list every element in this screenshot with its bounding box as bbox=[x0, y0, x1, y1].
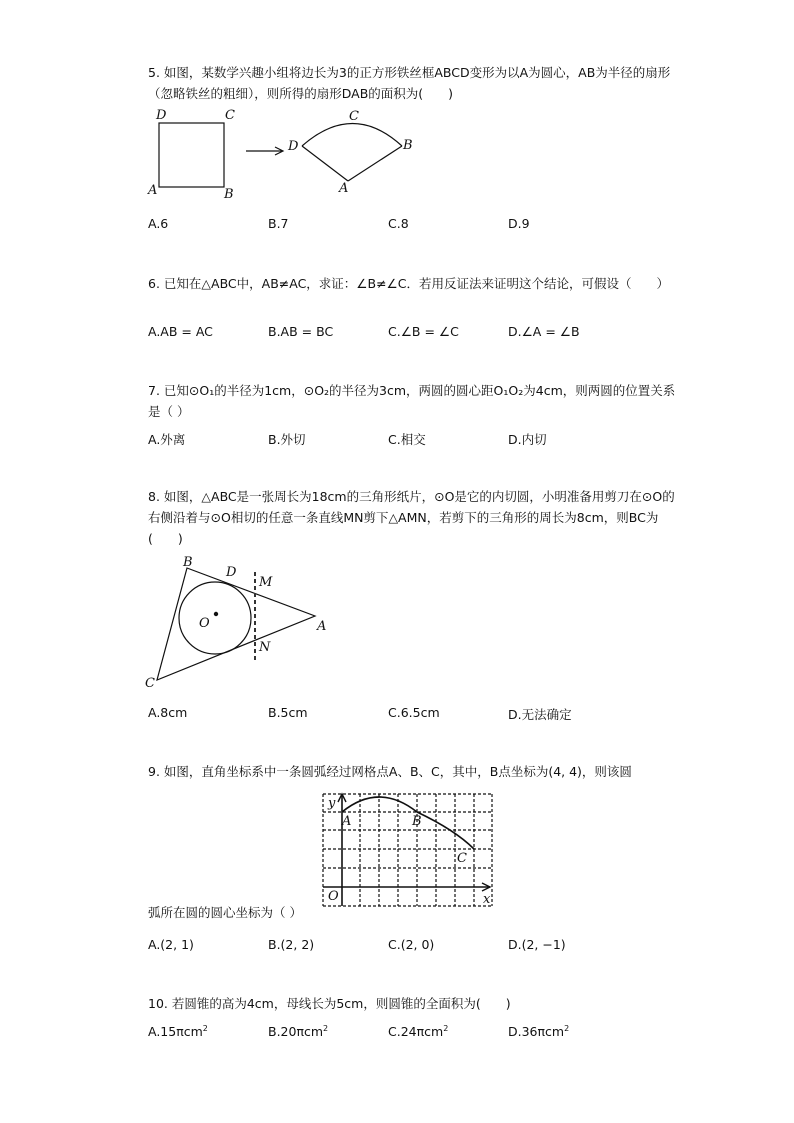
svg-text:C: C bbox=[457, 851, 467, 866]
svg-text:M: M bbox=[259, 575, 273, 590]
option-d[interactable]: D.∠A = ∠B bbox=[508, 324, 580, 339]
option-b[interactable]: B.AB = BC bbox=[268, 324, 334, 339]
option-b[interactable]: B.7 bbox=[268, 216, 289, 231]
svg-text:A: A bbox=[339, 181, 349, 196]
question-9-text-continued: 弧所在圆的圆心坐标为（ ） bbox=[148, 905, 302, 920]
q5-arrow bbox=[244, 145, 289, 157]
option-d[interactable]: D.9 bbox=[508, 216, 530, 231]
question-5-options bbox=[148, 216, 668, 236]
svg-text:B: B bbox=[224, 187, 234, 202]
q5-sector-figure bbox=[285, 105, 425, 200]
svg-text:C: C bbox=[225, 108, 235, 123]
svg-text:B: B bbox=[403, 138, 413, 153]
option-c[interactable]: C.6.5cm bbox=[388, 705, 440, 720]
option-b[interactable]: B.20πcm$^2$ bbox=[268, 1023, 329, 1039]
option-c[interactable]: C.8 bbox=[388, 216, 409, 231]
question-7-options bbox=[148, 430, 668, 450]
option-d[interactable]: D.内切 bbox=[508, 432, 547, 447]
svg-text:D: D bbox=[288, 139, 299, 154]
svg-text:C: C bbox=[349, 109, 359, 124]
svg-text:D: D bbox=[156, 108, 167, 123]
question-10-options bbox=[148, 1024, 668, 1044]
svg-text:A: A bbox=[148, 183, 158, 198]
q5-square-figure bbox=[140, 105, 240, 200]
option-a[interactable]: A.(2, 1) bbox=[148, 937, 194, 952]
option-c[interactable]: C.24πcm$^2$ bbox=[388, 1023, 449, 1039]
svg-text:x: x bbox=[483, 892, 491, 907]
option-c[interactable]: C.∠B = ∠C bbox=[388, 324, 459, 339]
svg-text:B: B bbox=[412, 814, 422, 829]
svg-text:O: O bbox=[199, 616, 210, 631]
question-5-text: 5. 如图，某数学兴趣小组将边长为3的正方形铁丝框ABCD变形为以A为圆心，AB为半径的扇形（忽略铁丝的粗细），则所得的扇形DAB的面积为( ) bbox=[148, 65, 671, 101]
question-9-text: 9. 如图，直角坐标系中一条圆弧经过网格点A、B、C，其中，B点坐标为(4, 4)，则该圆 bbox=[148, 764, 632, 779]
option-d[interactable]: D.无法确定 bbox=[508, 707, 572, 722]
question-8-options bbox=[148, 705, 668, 725]
option-a[interactable]: A.15πcm$^2$ bbox=[148, 1023, 208, 1039]
option-a[interactable]: A.8cm bbox=[148, 705, 188, 720]
svg-text:N: N bbox=[259, 640, 271, 655]
option-b[interactable]: B.5cm bbox=[268, 705, 308, 720]
question-10-text: 10. 若圆锥的高为4cm，母线长为5cm，则圆锥的全面积为( ) bbox=[148, 996, 511, 1011]
question-7-text: 7. 已知⊙O₁的半径为1cm，⊙O₂的半径为3cm，两圆的圆心距O₁O₂为4cm，则两圆的位置关系是（ ） bbox=[148, 383, 676, 419]
option-c[interactable]: C.相交 bbox=[388, 432, 426, 447]
option-c[interactable]: C.(2, 0) bbox=[388, 937, 435, 952]
q8-triangle-figure bbox=[140, 550, 340, 695]
svg-text:O: O bbox=[328, 889, 339, 904]
svg-text:C: C bbox=[145, 676, 155, 691]
svg-text:D: D bbox=[226, 565, 237, 580]
option-a[interactable]: A.AB = AC bbox=[148, 324, 213, 339]
svg-text:A: A bbox=[317, 619, 327, 634]
option-b[interactable]: B.(2, 2) bbox=[268, 937, 315, 952]
question-8-text: 8. 如图，△ABC是一张周长为18cm的三角形纸片，⊙O是它的内切圆，小明准备用剪刀在⊙O的右侧沿着与⊙O相切的任意一条直线MN剪下△AMN，若剪下的三角形的周长为8cm，则BC为( ) bbox=[148, 489, 675, 546]
q9-coordinate-grid-figure bbox=[318, 790, 498, 910]
option-a[interactable]: A.外离 bbox=[148, 432, 186, 447]
svg-text:y: y bbox=[328, 796, 336, 811]
question-6-options bbox=[148, 324, 668, 344]
svg-text:A: A bbox=[342, 814, 352, 829]
option-d[interactable]: D.36πcm$^2$ bbox=[508, 1023, 570, 1039]
question-9-options bbox=[148, 937, 668, 957]
option-b[interactable]: B.外切 bbox=[268, 432, 306, 447]
svg-text:B: B bbox=[183, 555, 193, 570]
option-d[interactable]: D.(2, −1) bbox=[508, 937, 566, 952]
option-a[interactable]: A.6 bbox=[148, 216, 169, 231]
question-6-text: 6. 已知在△ABC中，AB≠AC，求证：∠B≠∠C．若用反证法来证明这个结论，可假设（ ） bbox=[148, 276, 669, 291]
